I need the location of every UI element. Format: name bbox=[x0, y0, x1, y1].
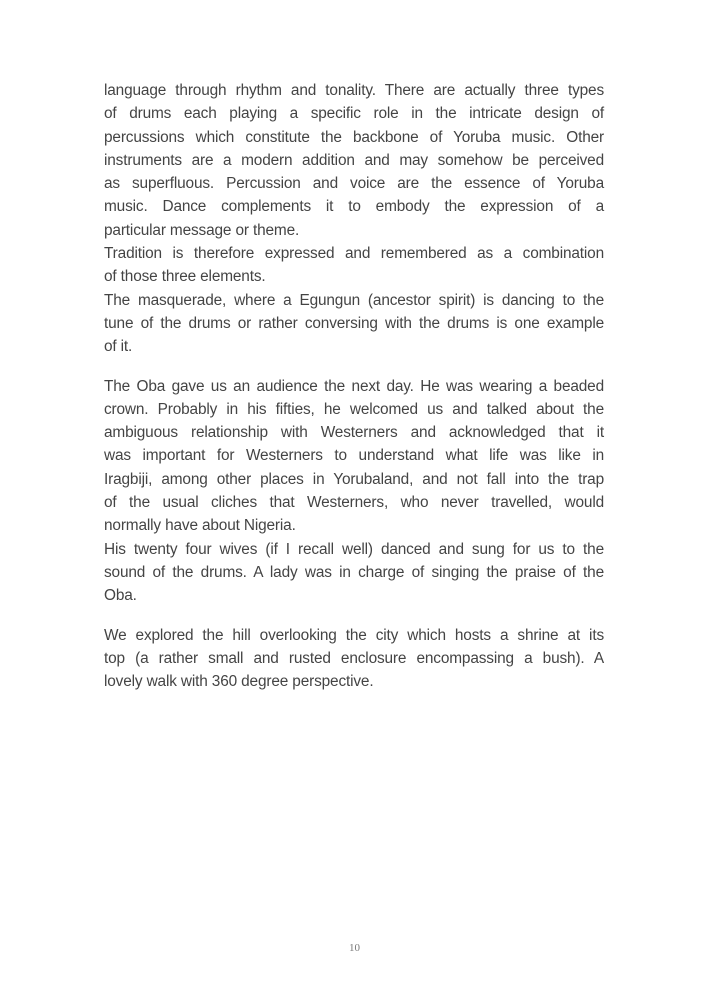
text-line: normally have about Nigeria. bbox=[104, 517, 296, 535]
text-line: of the usual cliches that Westerners, who never travelled, would bbox=[104, 494, 604, 512]
page-number: 10 bbox=[349, 942, 360, 954]
paragraph-oba-audience bbox=[104, 375, 604, 608]
text-line: lovely walk with 360 degree perspective. bbox=[104, 673, 374, 691]
text-line: particular message or theme. bbox=[104, 221, 300, 239]
text-line: The masquerade, where a Egungun (ancestor spirit) is dancing to the bbox=[104, 291, 604, 309]
text-line: crown. Probably in his fifties, he welcomed us and talked about the bbox=[104, 400, 604, 418]
text-line: of those three elements. bbox=[104, 268, 266, 286]
paragraph-hill-shrine bbox=[104, 624, 604, 694]
text-line: sound of the drums. A lady was in charge of singing the praise of the bbox=[104, 563, 604, 581]
text-line: music. Dance complements it to embody the expression of a bbox=[104, 198, 604, 216]
text-line: instruments are a modern addition and may somehow be perceived bbox=[104, 151, 604, 169]
text-line: of drums each playing a specific role in the intricate design of bbox=[104, 105, 604, 123]
text-line: ambiguous relationship with Westerners and acknowledged that it bbox=[104, 424, 604, 442]
text-line: percussions which constitute the backbone of Yoruba music. Other bbox=[104, 128, 604, 146]
text-line: top (a rather small and rusted enclosure encompassing a bush). A bbox=[104, 649, 604, 667]
text-line: Oba. bbox=[104, 587, 137, 605]
text-line: of it. bbox=[104, 338, 133, 356]
text-line: was important for Westerners to understand what life was like in bbox=[104, 447, 604, 465]
paragraph-music-tradition bbox=[104, 79, 604, 359]
text-line: The Oba gave us an audience the next day. He was wearing a beaded bbox=[104, 377, 604, 395]
text-line: tune of the drums or rather conversing with the drums is one example bbox=[104, 314, 604, 332]
text-line: Iragbiji, among other places in Yorubaland, and not fall into the trap bbox=[104, 470, 604, 488]
text-line: Tradition is therefore expressed and remembered as a combination bbox=[104, 245, 604, 263]
text-line: His twenty four wives (if I recall well) danced and sung for us to the bbox=[104, 540, 604, 558]
text-line: language through rhythm and tonality. There are actually three types bbox=[104, 82, 604, 99]
body-text bbox=[104, 79, 604, 709]
text-line: We explored the hill overlooking the city which hosts a shrine at its bbox=[104, 626, 604, 644]
text-line: as superfluous. Percussion and voice are the essence of Yoruba bbox=[104, 175, 604, 193]
